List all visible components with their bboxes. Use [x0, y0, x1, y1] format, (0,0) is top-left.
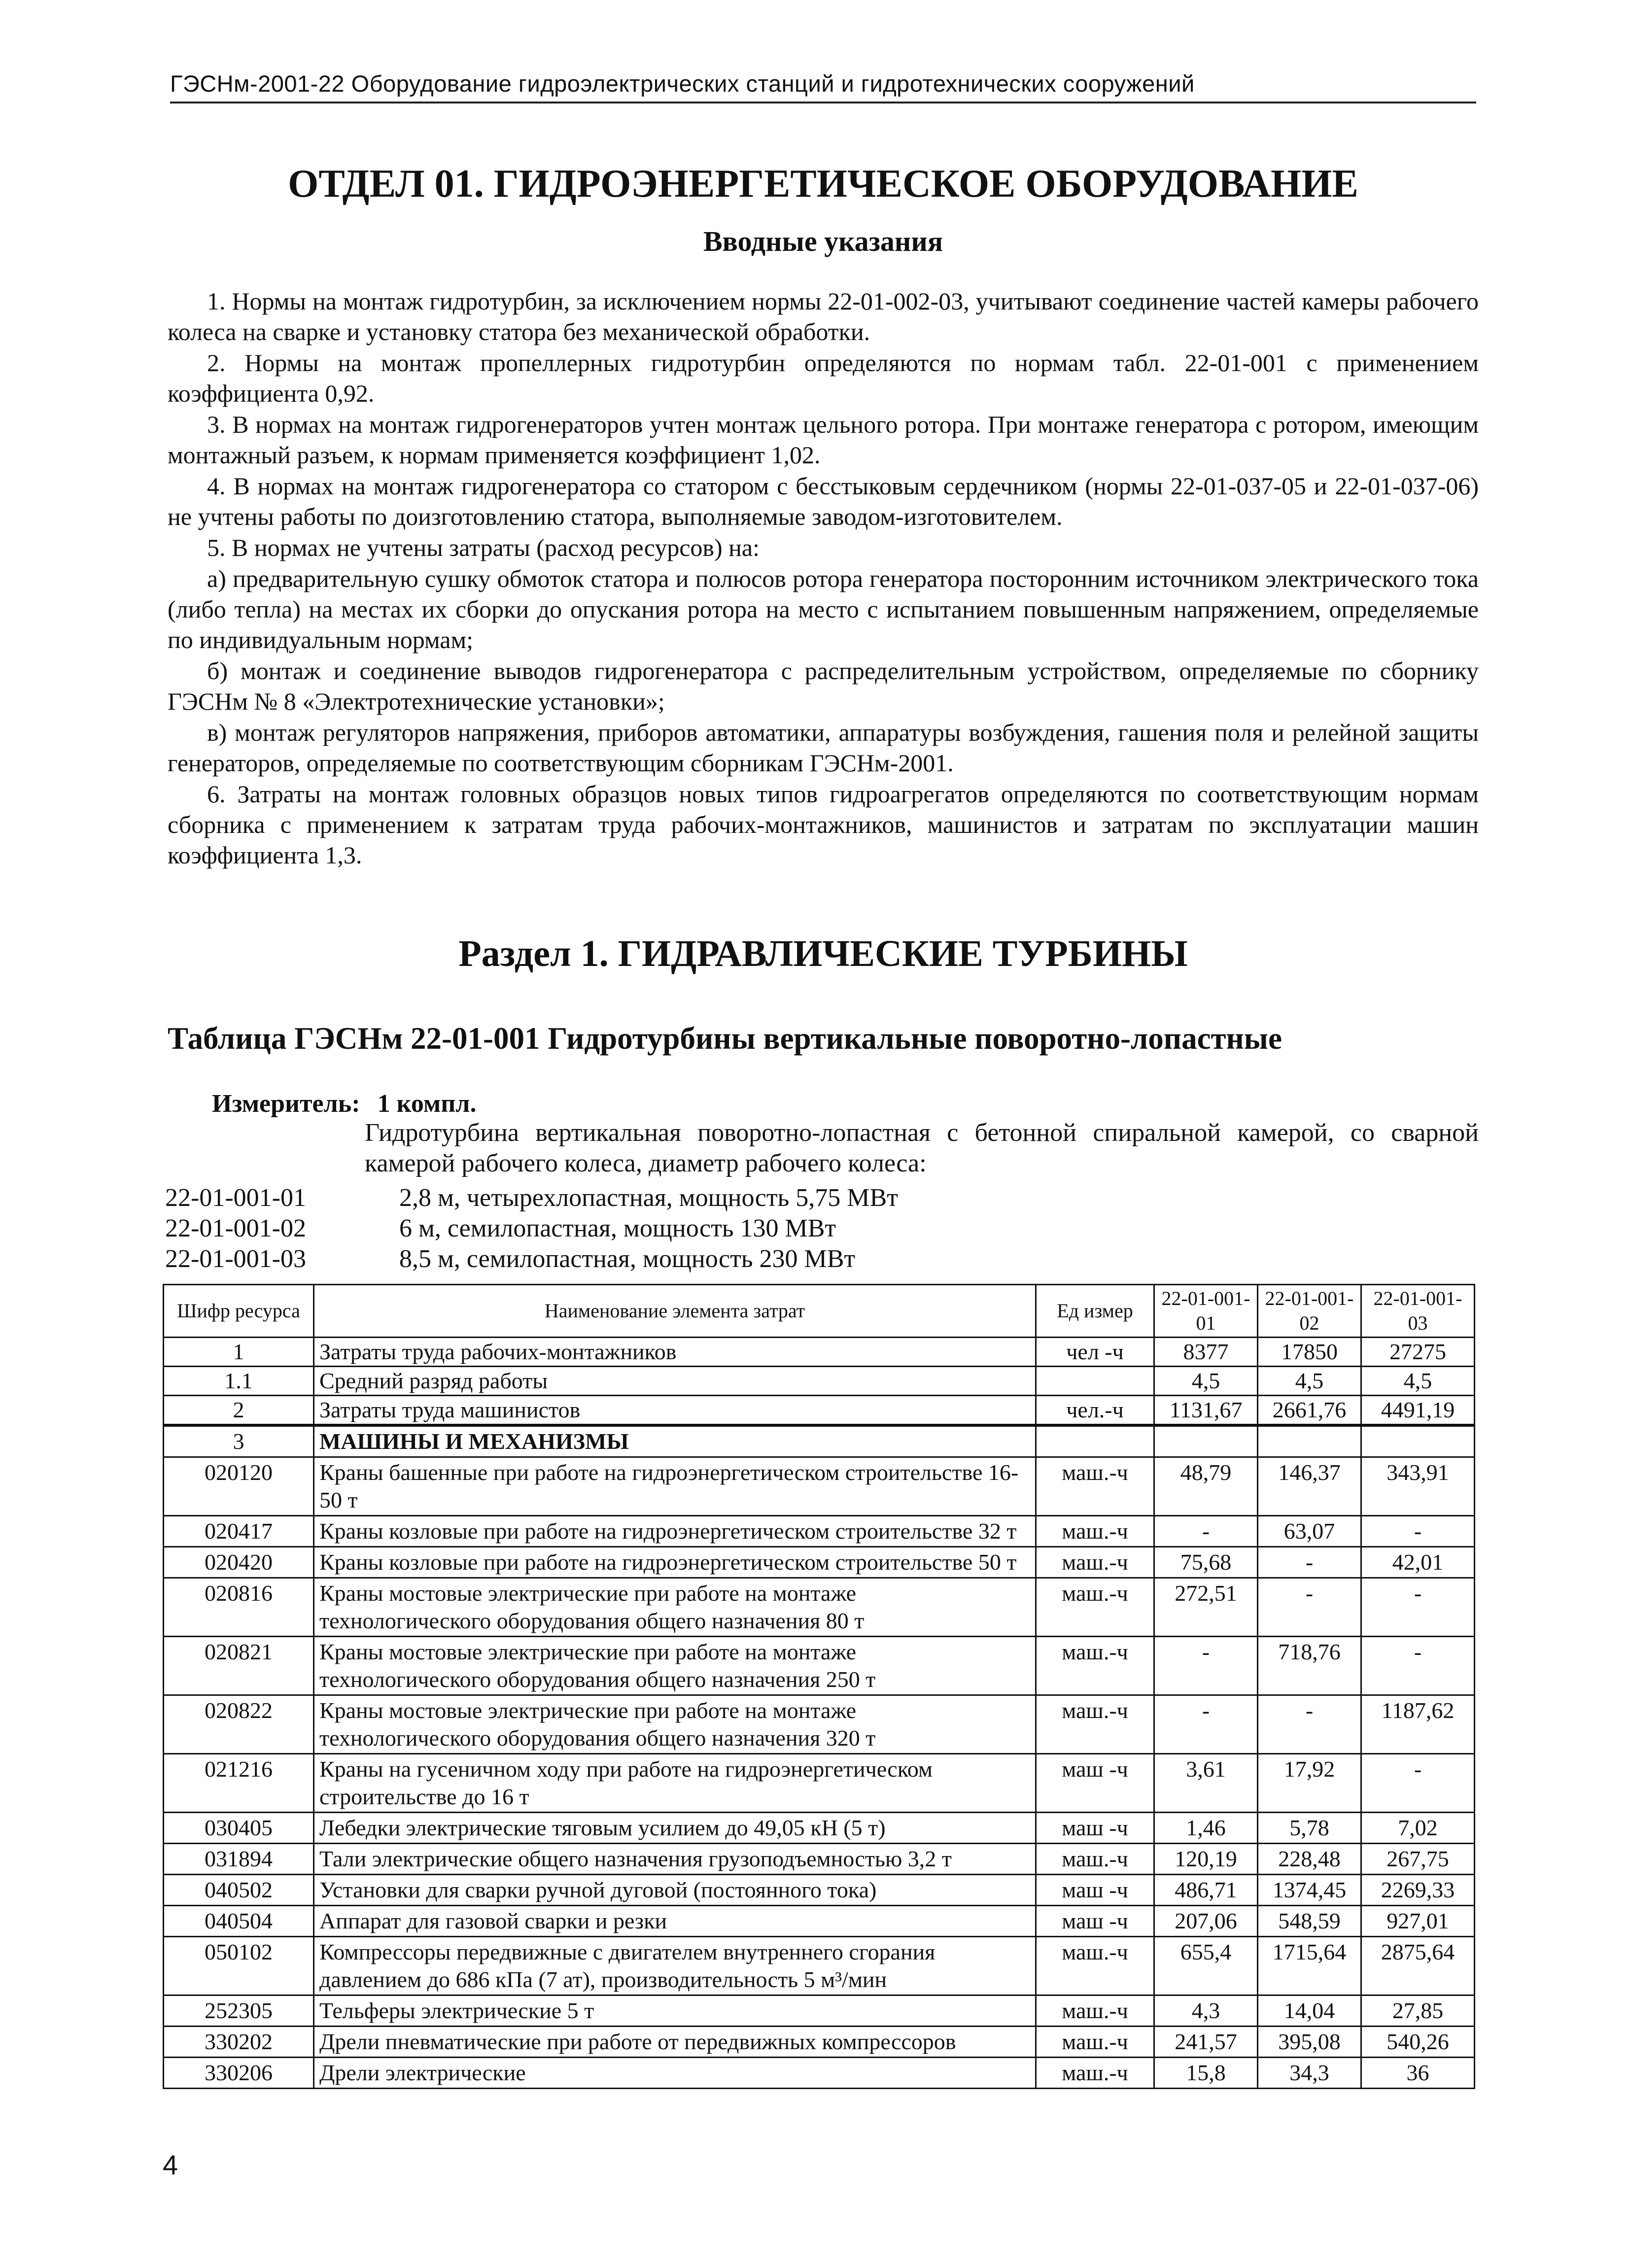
cell-code: 021216	[164, 1754, 314, 1813]
cell-name: Аппарат для газовой сварки и резки	[314, 1906, 1036, 1937]
cell-norm-03: 267,75	[1361, 1844, 1475, 1875]
cell-norm-01: 241,57	[1154, 2027, 1258, 2058]
intro-paragraph: 2. Нормы на монтаж пропеллерных гидротурбин определяются по нормам табл. 22-01-001 с применением коэффициента 0,92.	[168, 349, 1479, 407]
cell-unit: маш.-ч	[1036, 1995, 1154, 2027]
cell-code: 020120	[164, 1457, 314, 1516]
cell-norm-01: 4,3	[1154, 1995, 1258, 2027]
cell-unit: маш -ч	[1036, 1813, 1154, 1844]
cell-norm-01: 4,5	[1154, 1367, 1258, 1396]
cell-norm-02: 2661,76	[1258, 1396, 1361, 1426]
table-body	[164, 1338, 1475, 2089]
col-header-unit: Ед измер	[1036, 1285, 1154, 1338]
cell-unit: маш -ч	[1036, 1906, 1154, 1937]
cell-norm-01: 120,19	[1154, 1844, 1258, 1875]
cell-name: Краны на гусеничном ходу при работе на гидроэнергетическом строительстве до 16 т	[314, 1754, 1036, 1813]
cell-norm-03: 343,91	[1361, 1457, 1475, 1516]
table-row	[164, 1844, 1475, 1875]
cell-unit	[1036, 1367, 1154, 1396]
cell-norm-03: 27,85	[1361, 1995, 1475, 2027]
cell-unit: маш.-ч	[1036, 2058, 1154, 2089]
cell-name: Краны козловые при работе на гидроэнергетическом строительстве 32 т	[314, 1516, 1036, 1547]
cell-norm-01: 272,51	[1154, 1578, 1258, 1637]
cell-norm-02: 228,48	[1258, 1844, 1361, 1875]
cell-name: Установки для сварки ручной дуговой (постоянного тока)	[314, 1875, 1036, 1906]
table-row	[164, 1937, 1475, 1995]
cell-code: 040504	[164, 1906, 314, 1937]
table-row	[164, 1547, 1475, 1578]
cell-norm-01: -	[1154, 1637, 1258, 1695]
cell-norm-03: 1187,62	[1361, 1695, 1475, 1754]
cell-norm-03: -	[1361, 1637, 1475, 1695]
cell-unit: маш.-ч	[1036, 1637, 1154, 1695]
table-row	[164, 1367, 1475, 1396]
cell-name: Лебедки электрические тяговым усилием до 49,05 кН (5 т)	[314, 1813, 1036, 1844]
cell-code: 030405	[164, 1813, 314, 1844]
table-row	[164, 1457, 1475, 1516]
cell-norm-02: 34,3	[1258, 2058, 1361, 2089]
cell-norm-01: 75,68	[1154, 1547, 1258, 1578]
table-row	[164, 1637, 1475, 1695]
cell-name: Средний разряд работы	[314, 1367, 1036, 1396]
table-row	[164, 1695, 1475, 1754]
cell-norm-03: -	[1361, 1578, 1475, 1637]
cell-norm-02: 548,59	[1258, 1906, 1361, 1937]
cell-norm-03: 2875,64	[1361, 1937, 1475, 1995]
intro-paragraph: б) монтаж и соединение выводов гидрогенератора с распределительным устройством, определяемые по сборнику ГЭСНм № 8 «Электротехнические установки»;	[168, 657, 1479, 715]
cell-unit: маш.-ч	[1036, 1516, 1154, 1547]
intro-paragraph: 4. В нормах на монтаж гидрогенератора со статором с бесстыковым сердечником (нормы 22-01-037-05 и 22-01-037-06) не учтены работы по доизготовлению статора, выполняемые заводом-изготовителем.	[168, 472, 1479, 530]
cell-norm-01	[1154, 1425, 1258, 1457]
col-header-norm-02: 22-01-001-02	[1258, 1285, 1361, 1338]
cell-name: Краны мостовые электрические при работе на монтаже технологического оборудования общего назначения 320 т	[314, 1695, 1036, 1754]
measure-line	[212, 1089, 476, 1119]
table-row	[164, 1338, 1475, 1367]
running-header: ГЭСНм-2001-22 Оборудование гидроэлектрических станций и гидротехнических сооружений	[170, 69, 1476, 103]
table-row	[164, 1813, 1475, 1844]
table-row	[164, 1396, 1475, 1426]
cell-norm-03: -	[1361, 1516, 1475, 1547]
section-title: Раздел 1. ГИДРАВЛИЧЕСКИЕ ТУРБИНЫ	[458, 933, 1188, 974]
col-header-name: Наименование элемента затрат	[314, 1285, 1036, 1338]
table-title: Таблица ГЭСНм 22-01-001 Гидротурбины вертикальные поворотно-лопастные	[168, 1021, 1282, 1056]
cell-name: Тельферы электрические 5 т	[314, 1995, 1036, 2027]
cell-unit: маш.-ч	[1036, 1937, 1154, 1995]
cell-norm-02: 1374,45	[1258, 1875, 1361, 1906]
norm-code-text: 6 м, семилопастная, мощность 130 МВт	[399, 1214, 836, 1242]
cell-unit: чел -ч	[1036, 1338, 1154, 1367]
resource-table	[163, 1284, 1475, 2089]
measure-label: Измеритель:	[212, 1090, 360, 1118]
cell-unit: маш.-ч	[1036, 2027, 1154, 2058]
cell-unit: маш.-ч	[1036, 1457, 1154, 1516]
cell-norm-02: 4,5	[1258, 1367, 1361, 1396]
cell-norm-03: 540,26	[1361, 2027, 1475, 2058]
table-row	[164, 2058, 1475, 2089]
cell-norm-02: 17,92	[1258, 1754, 1361, 1813]
cell-norm-01: 486,71	[1154, 1875, 1258, 1906]
cell-norm-02: -	[1258, 1578, 1361, 1637]
cell-norm-03	[1361, 1425, 1475, 1457]
norm-code-row	[165, 1244, 898, 1274]
cell-norm-02: 5,78	[1258, 1813, 1361, 1844]
cell-norm-01: 655,4	[1154, 1937, 1258, 1995]
cell-name: Дрели электрические	[314, 2058, 1036, 2089]
measure-value: 1 компл.	[377, 1090, 477, 1118]
norm-code-text: 2,8 м, четырехлопастная, мощность 5,75 МВт	[399, 1184, 898, 1212]
cell-unit: маш.-ч	[1036, 1578, 1154, 1637]
intro-paragraph: 3. В нормах на монтаж гидрогенераторов учтен монтаж цельного ротора. При монтаже генератора с ротором, имеющим монтажный разъем, к нормам применяется коэффициент 1,02.	[168, 411, 1479, 469]
cell-code: 020420	[164, 1547, 314, 1578]
cell-unit: маш.-ч	[1036, 1695, 1154, 1754]
norm-code-row	[165, 1213, 898, 1244]
norm-code: 22-01-001-02	[165, 1214, 306, 1242]
intro-paragraph: 6. Затраты на монтаж головных образцов новых типов гидроагрегатов определяются по соответствующим нормам сборника с применением к затратам труда рабочих-монтажников, машинистов и затратам по эксплуатации машин коэффициента 1,3.	[168, 780, 1479, 869]
cell-norm-03: 4,5	[1361, 1367, 1475, 1396]
cell-name: Краны мостовые электрические при работе на монтаже технологического оборудования общего назначения 250 т	[314, 1637, 1036, 1695]
cell-name: Краны козловые при работе на гидроэнергетическом строительстве 50 т	[314, 1547, 1036, 1578]
cell-norm-01: 207,06	[1154, 1906, 1258, 1937]
col-header-code: Шифр ресурса	[164, 1285, 314, 1338]
norm-codes-list	[165, 1183, 898, 1274]
intro-paragraph: а) предварительную сушку обмоток статора и полюсов ротора генератора посторонним источником электрического тока (либо тепла) на местах их сборки до опускания ротора на место с испытанием повышенным напряжением, определяемые по индивидуальным нормам;	[168, 565, 1479, 653]
cell-norm-02: 1715,64	[1258, 1937, 1361, 1995]
table-row	[164, 1875, 1475, 1906]
intro-text	[168, 286, 1479, 871]
cell-code: 031894	[164, 1844, 314, 1875]
cell-norm-03: 2269,33	[1361, 1875, 1475, 1906]
cell-norm-02: 146,37	[1258, 1457, 1361, 1516]
table-row	[164, 1516, 1475, 1547]
cell-code: 050102	[164, 1937, 314, 1995]
table-row	[164, 1578, 1475, 1637]
table-row	[164, 1754, 1475, 1813]
cell-norm-03: 27275	[1361, 1338, 1475, 1367]
norm-code-text: 8,5 м, семилопастная, мощность 230 МВт	[399, 1245, 856, 1273]
cell-norm-02: -	[1258, 1695, 1361, 1754]
cell-code: 020417	[164, 1516, 314, 1547]
cell-norm-01: 1131,67	[1154, 1396, 1258, 1426]
table-row	[164, 2027, 1475, 2058]
cell-unit: маш.-ч	[1036, 1547, 1154, 1578]
cell-code: 1.1	[164, 1367, 314, 1396]
cell-code: 330206	[164, 2058, 314, 2089]
cell-code: 020821	[164, 1637, 314, 1695]
cell-norm-02: -	[1258, 1547, 1361, 1578]
table-row	[164, 1425, 1475, 1457]
cell-norm-03: 7,02	[1361, 1813, 1475, 1844]
norm-code-row	[165, 1183, 898, 1213]
turbine-description: Гидротурбина вертикальная поворотно-лопастная с бетонной спиральной камерой, со сварной камерой рабочего колеса, диаметр рабочего колеса:	[365, 1119, 1479, 1177]
cell-norm-01: 15,8	[1154, 2058, 1258, 2089]
cell-norm-03: 4491,19	[1361, 1396, 1475, 1426]
norm-code: 22-01-001-01	[165, 1184, 306, 1212]
cell-name: Дрели пневматические при работе от передвижных компрессоров	[314, 2027, 1036, 2058]
cell-code: 020816	[164, 1578, 314, 1637]
cell-name: Тали электрические общего назначения грузоподъемностью 3,2 т	[314, 1844, 1036, 1875]
table-header-row	[164, 1285, 1475, 1338]
cell-unit: маш -ч	[1036, 1875, 1154, 1906]
cell-norm-02: 17850	[1258, 1338, 1361, 1367]
intro-paragraph: в) монтаж регуляторов напряжения, приборов автоматики, аппаратуры возбуждения, гашения поля и релейной защиты генераторов, определяемые по соответствующим сборникам ГЭСНм-2001.	[168, 719, 1479, 777]
cell-unit: чел.-ч	[1036, 1396, 1154, 1426]
cell-norm-02: 63,07	[1258, 1516, 1361, 1547]
cell-norm-02: 14,04	[1258, 1995, 1361, 2027]
cell-norm-03: -	[1361, 1754, 1475, 1813]
cell-code: 252305	[164, 1995, 314, 2027]
cell-norm-01: 3,61	[1154, 1754, 1258, 1813]
table-row	[164, 1906, 1475, 1937]
cell-code: 1	[164, 1338, 314, 1367]
table-row	[164, 1995, 1475, 2027]
cell-norm-03: 927,01	[1361, 1906, 1475, 1937]
cell-code: 2	[164, 1396, 314, 1426]
col-header-norm-03: 22-01-001-03	[1361, 1285, 1475, 1338]
cell-norm-01: 1,46	[1154, 1813, 1258, 1844]
cell-norm-01: 8377	[1154, 1338, 1258, 1367]
cell-name: Краны башенные при работе на гидроэнергетическом строительстве 16-50 т	[314, 1457, 1036, 1516]
cell-norm-02: 718,76	[1258, 1637, 1361, 1695]
cell-norm-01: 48,79	[1154, 1457, 1258, 1516]
cell-code: 020822	[164, 1695, 314, 1754]
cell-name: Компрессоры передвижные с двигателем внутреннего сгорания давлением до 686 кПа (7 ат), производительность 5 м³/мин	[314, 1937, 1036, 1995]
cell-norm-03: 36	[1361, 2058, 1475, 2089]
department-title: ОТДЕЛ 01. ГИДРОЭНЕРГЕТИЧЕСКОЕ ОБОРУДОВАНИЕ	[288, 162, 1358, 206]
cell-unit	[1036, 1425, 1154, 1457]
cell-name: Затраты труда рабочих-монтажников	[314, 1338, 1036, 1367]
cell-norm-01: -	[1154, 1516, 1258, 1547]
cell-name: МАШИНЫ И МЕХАНИЗМЫ	[314, 1425, 1036, 1457]
page-number: 4	[163, 2149, 178, 2180]
cell-code: 040502	[164, 1875, 314, 1906]
intro-subtitle: Вводные указания	[703, 225, 943, 257]
norm-code: 22-01-001-03	[165, 1245, 306, 1273]
col-header-norm-01: 22-01-001-01	[1154, 1285, 1258, 1338]
cell-name: Затраты труда машинистов	[314, 1396, 1036, 1426]
cell-code: 3	[164, 1425, 314, 1457]
intro-paragraph: 5. В нормах не учтены затраты (расход ресурсов) на:	[207, 534, 760, 561]
cell-norm-01: -	[1154, 1695, 1258, 1754]
cell-norm-03: 42,01	[1361, 1547, 1475, 1578]
cell-name: Краны мостовые электрические при работе на монтаже технологического оборудования общего назначения 80 т	[314, 1578, 1036, 1637]
cell-norm-02	[1258, 1425, 1361, 1457]
cell-code: 330202	[164, 2027, 314, 2058]
cell-unit: маш.-ч	[1036, 1844, 1154, 1875]
intro-paragraph: 1. Нормы на монтаж гидротурбин, за исключением нормы 22-01-002-03, учитывают соединение частей камеры рабочего колеса на сварке и установку статора без механической обработки.	[168, 287, 1479, 345]
cell-norm-02: 395,08	[1258, 2027, 1361, 2058]
cell-unit: маш -ч	[1036, 1754, 1154, 1813]
